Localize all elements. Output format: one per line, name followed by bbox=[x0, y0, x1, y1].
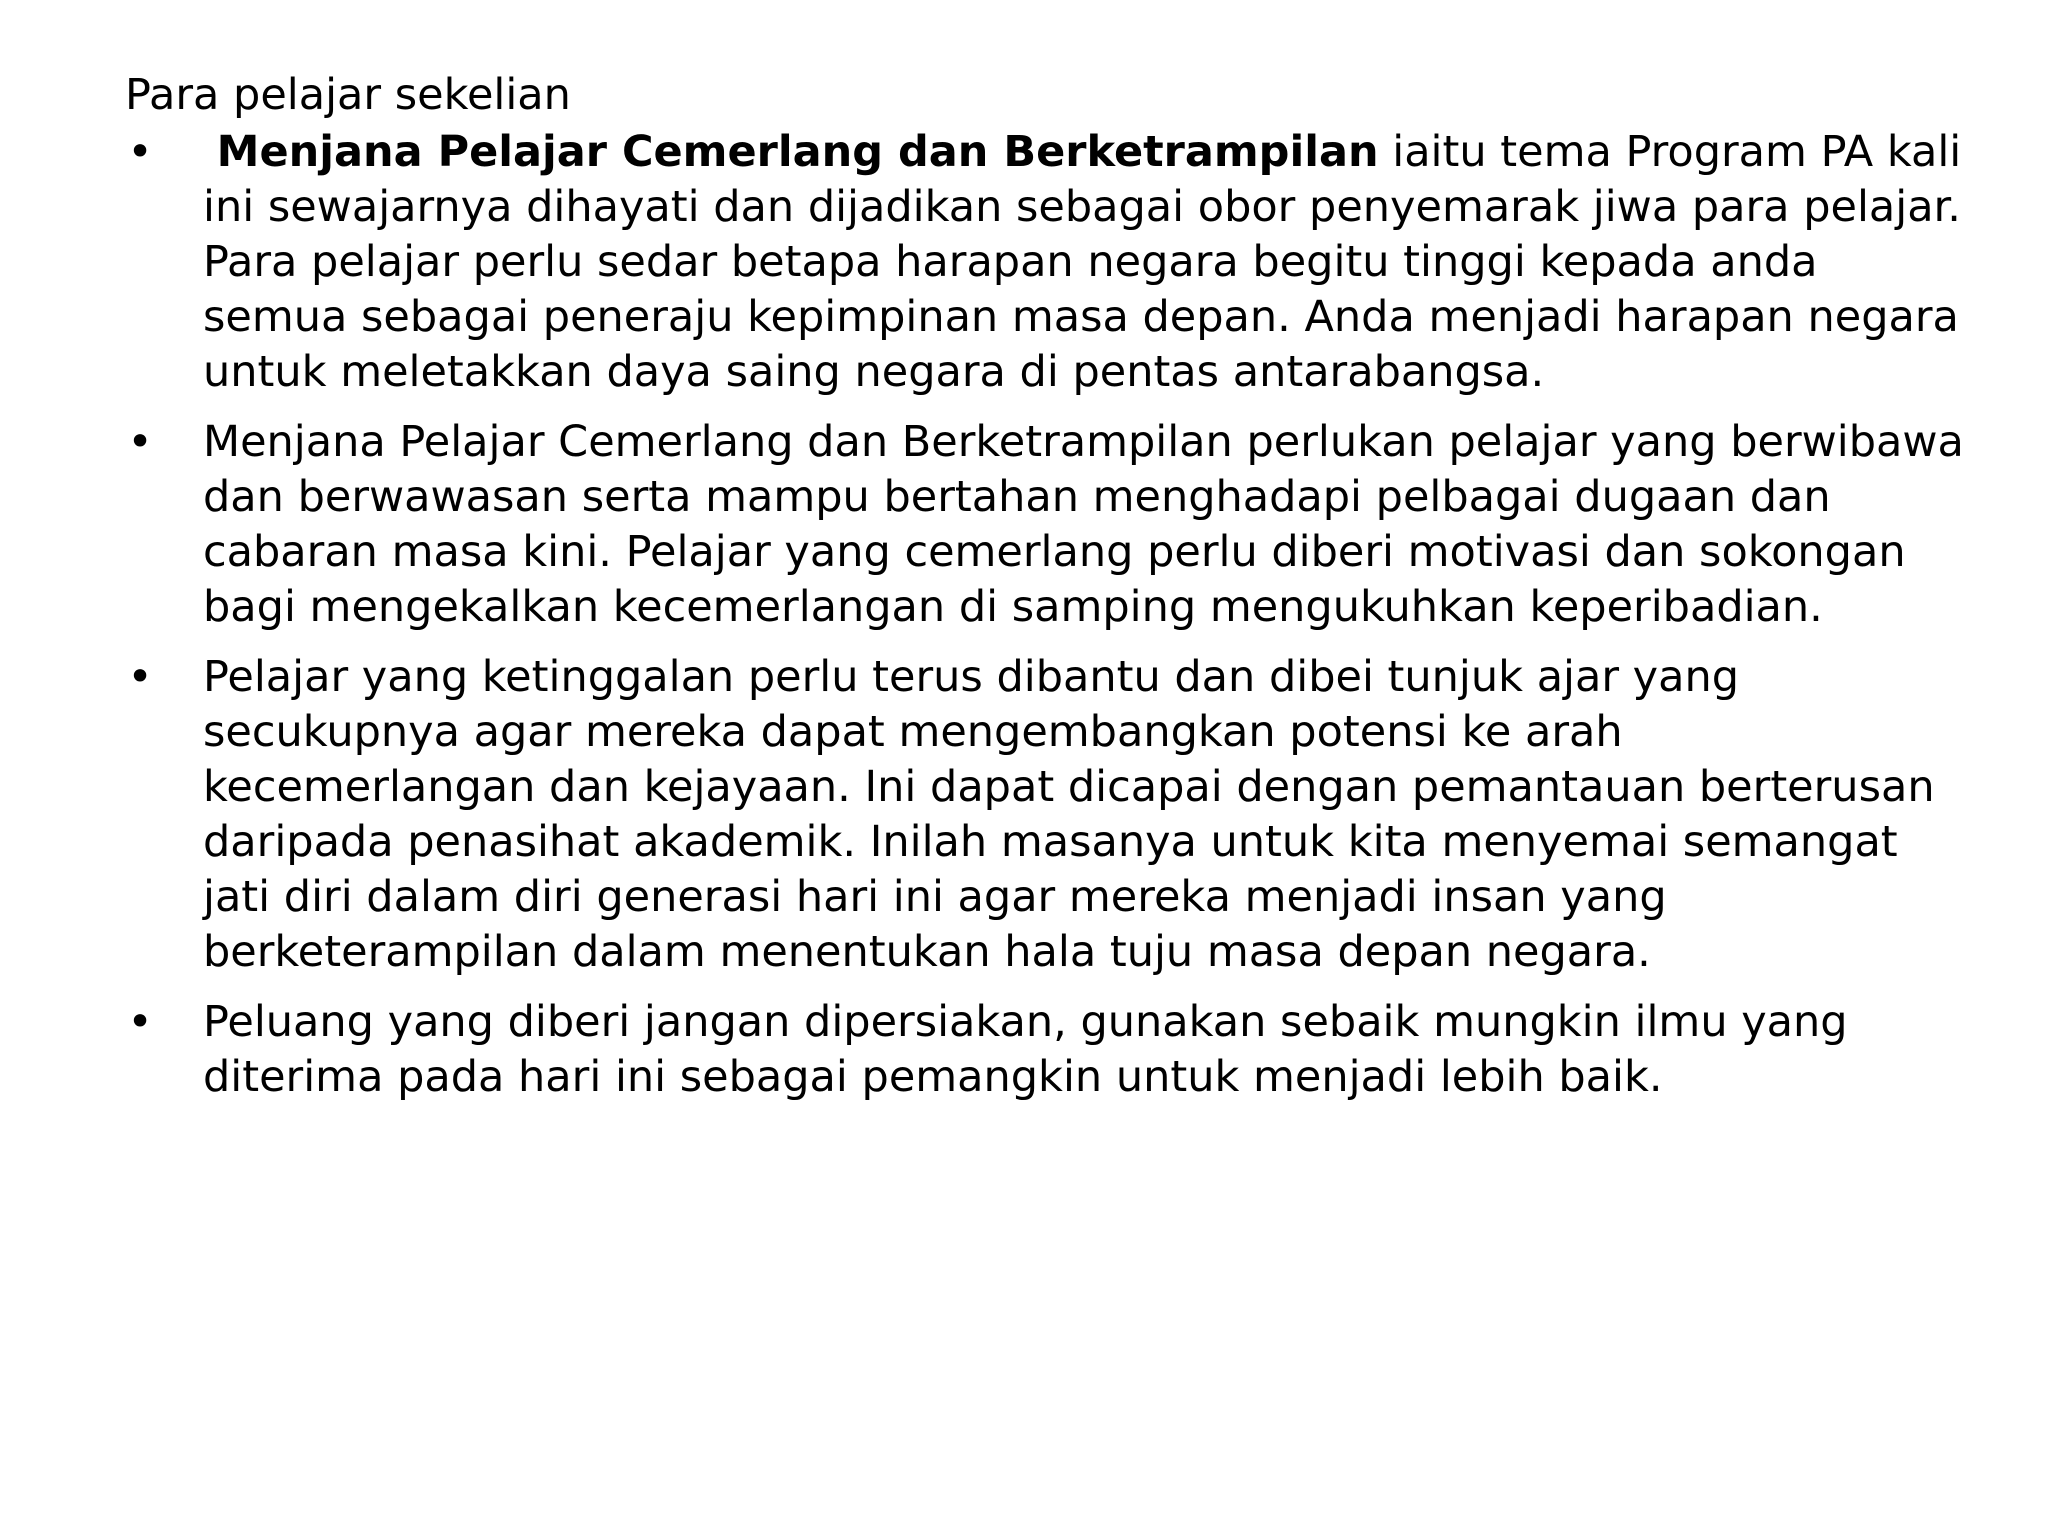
bullet-item-3 bbox=[125, 650, 1965, 980]
bullet-1-bold-text: Menjana Pelajar Cemerlang dan Berketrampilan bbox=[216, 127, 1379, 177]
bullet-1-space bbox=[203, 127, 217, 177]
bullet-icon: • bbox=[127, 127, 153, 177]
bullet-1-text: iaitu tema Program PA kali ini sewajarnya dihayati dan dijadikan sebagai obor penyemarak jiwa para pelajar. Para pelajar perlu sedar betapa harapan negara begitu tinggi kepada anda semua sebagai peneraju kepimpinan masa depan. Anda menjadi harapan negara untuk meletakkan daya saing negara di pentas antarabangsa. bbox=[203, 127, 1962, 397]
bullet-icon: • bbox=[127, 652, 153, 702]
bullet-list bbox=[125, 125, 1965, 1105]
slide-content bbox=[125, 68, 1965, 1120]
bullet-2-text: Menjana Pelajar Cemerlang dan Berketrampilan perlukan pelajar yang berwibawa dan berwawasan serta mampu bertahan menghadapi pelbagai dugaan dan cabaran masa kini. Pelajar yang cemerlang perlu diberi motivasi dan sokongan bagi mengekalkan kecemerlangan di samping mengukuhkan keperibadian. bbox=[203, 417, 1964, 632]
bullet-item-2 bbox=[125, 415, 1965, 635]
bullet-4-text: Peluang yang diberi jangan dipersiakan, gunakan sebaik mungkin ilmu yang diterima pada hari ini sebagai pemangkin untuk menjadi lebih baik. bbox=[203, 997, 1848, 1102]
bullet-icon: • bbox=[127, 417, 153, 467]
bullet-icon: • bbox=[127, 997, 153, 1047]
bullet-3-text: Pelajar yang ketinggalan perlu terus dibantu dan dibei tunjuk ajar yang secukupnya agar mereka dapat mengembangkan potensi ke arah kecemerlangan dan kejayaan. Ini dapat dicapai dengan pemantauan berterusan daripada penasihat akademik. Inilah masanya untuk kita menyemai semangat jati diri dalam diri generasi hari ini agar mereka menjadi insan yang berketerampilan dalam menentukan hala tuju masa depan negara. bbox=[203, 652, 1935, 977]
bullet-item-1 bbox=[125, 125, 1965, 400]
bullet-item-4 bbox=[125, 995, 1965, 1105]
intro-text: Para pelajar sekelian bbox=[125, 70, 571, 120]
